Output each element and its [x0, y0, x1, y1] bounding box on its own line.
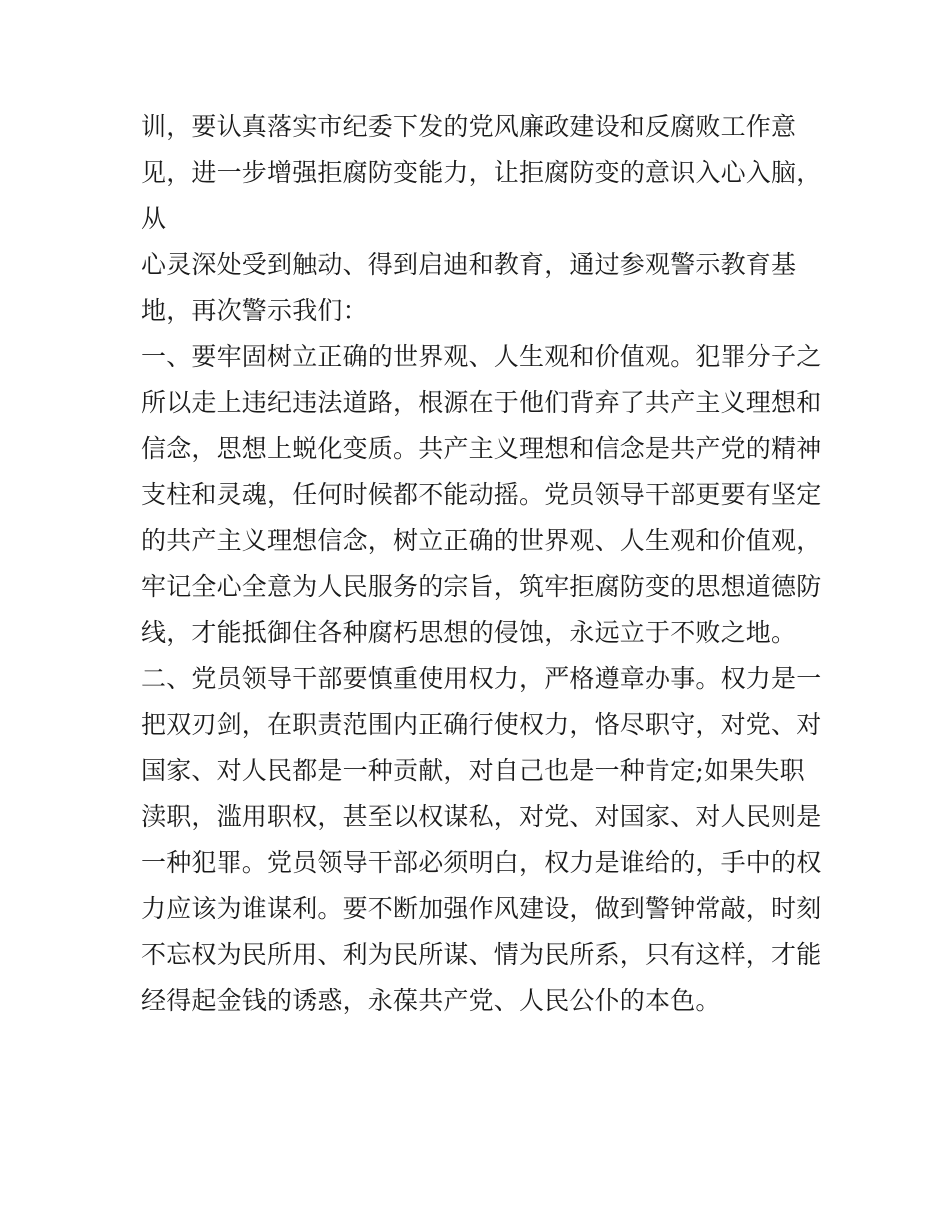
text-line: 力应该为谁谋利。要不断加强作风建设，做到警钟常敲，时刻	[141, 894, 822, 923]
text-line: 二、党员领导干部要慎重使用权力，严格遵章办事。权力是一	[141, 664, 822, 693]
text-line: 线，才能抵御住各种腐朽思想的侵蚀，永远立于不败之地。	[141, 618, 797, 647]
text-line: 地，再次警示我们：	[141, 296, 368, 325]
text-line: 不忘权为民所用、利为民所谋、情为民所系，只有这样，才能	[141, 940, 822, 969]
text-line: 牢记全心全意为人民服务的宗旨，筑牢拒腐防变的思想道德防	[141, 572, 822, 601]
text-line: 国家、对人民都是一种贡献，对自己也是一种肯定;如果失职	[141, 756, 805, 785]
text-line: 训，要认真落实市纪委下发的党风廉政建设和反腐败工作意	[141, 112, 797, 141]
body-text	[141, 104, 831, 1024]
text-line: 经得起金钱的诱惑，永葆共产党、人民公仆的本色。	[141, 986, 721, 1015]
text-line: 一、要牢固树立正确的世界观、人生观和价值观。犯罪分子之	[141, 342, 822, 371]
text-line: 心灵深处受到触动、得到启迪和教育，通过参观警示教育基	[141, 250, 797, 279]
text-line: 一种犯罪。党员领导干部必须明白，权力是谁给的，手中的权	[141, 848, 822, 877]
text-line: 支柱和灵魂，任何时候都不能动摇。党员领导干部更要有坚定	[141, 480, 822, 509]
text-line: 见，进一步增强拒腐防变能力，让拒腐防变的意识入心入脑，	[141, 158, 822, 187]
text-line: 渎职，滥用职权，甚至以权谋私，对党、对国家、对人民则是	[141, 802, 822, 831]
text-line: 从	[141, 204, 167, 233]
text-line: 的共产主义理想信念，树立正确的世界观、人生观和价值观，	[141, 526, 822, 555]
text-line: 信念，思想上蜕化变质。共产主义理想和信念是共产党的精神	[141, 434, 822, 463]
text-line: 所以走上违纪违法道路，根源在于他们背弃了共产主义理想和	[141, 388, 822, 417]
text-line: 把双刃剑，在职责范围内正确行使权力，恪尽职守，对党、对	[141, 710, 822, 739]
